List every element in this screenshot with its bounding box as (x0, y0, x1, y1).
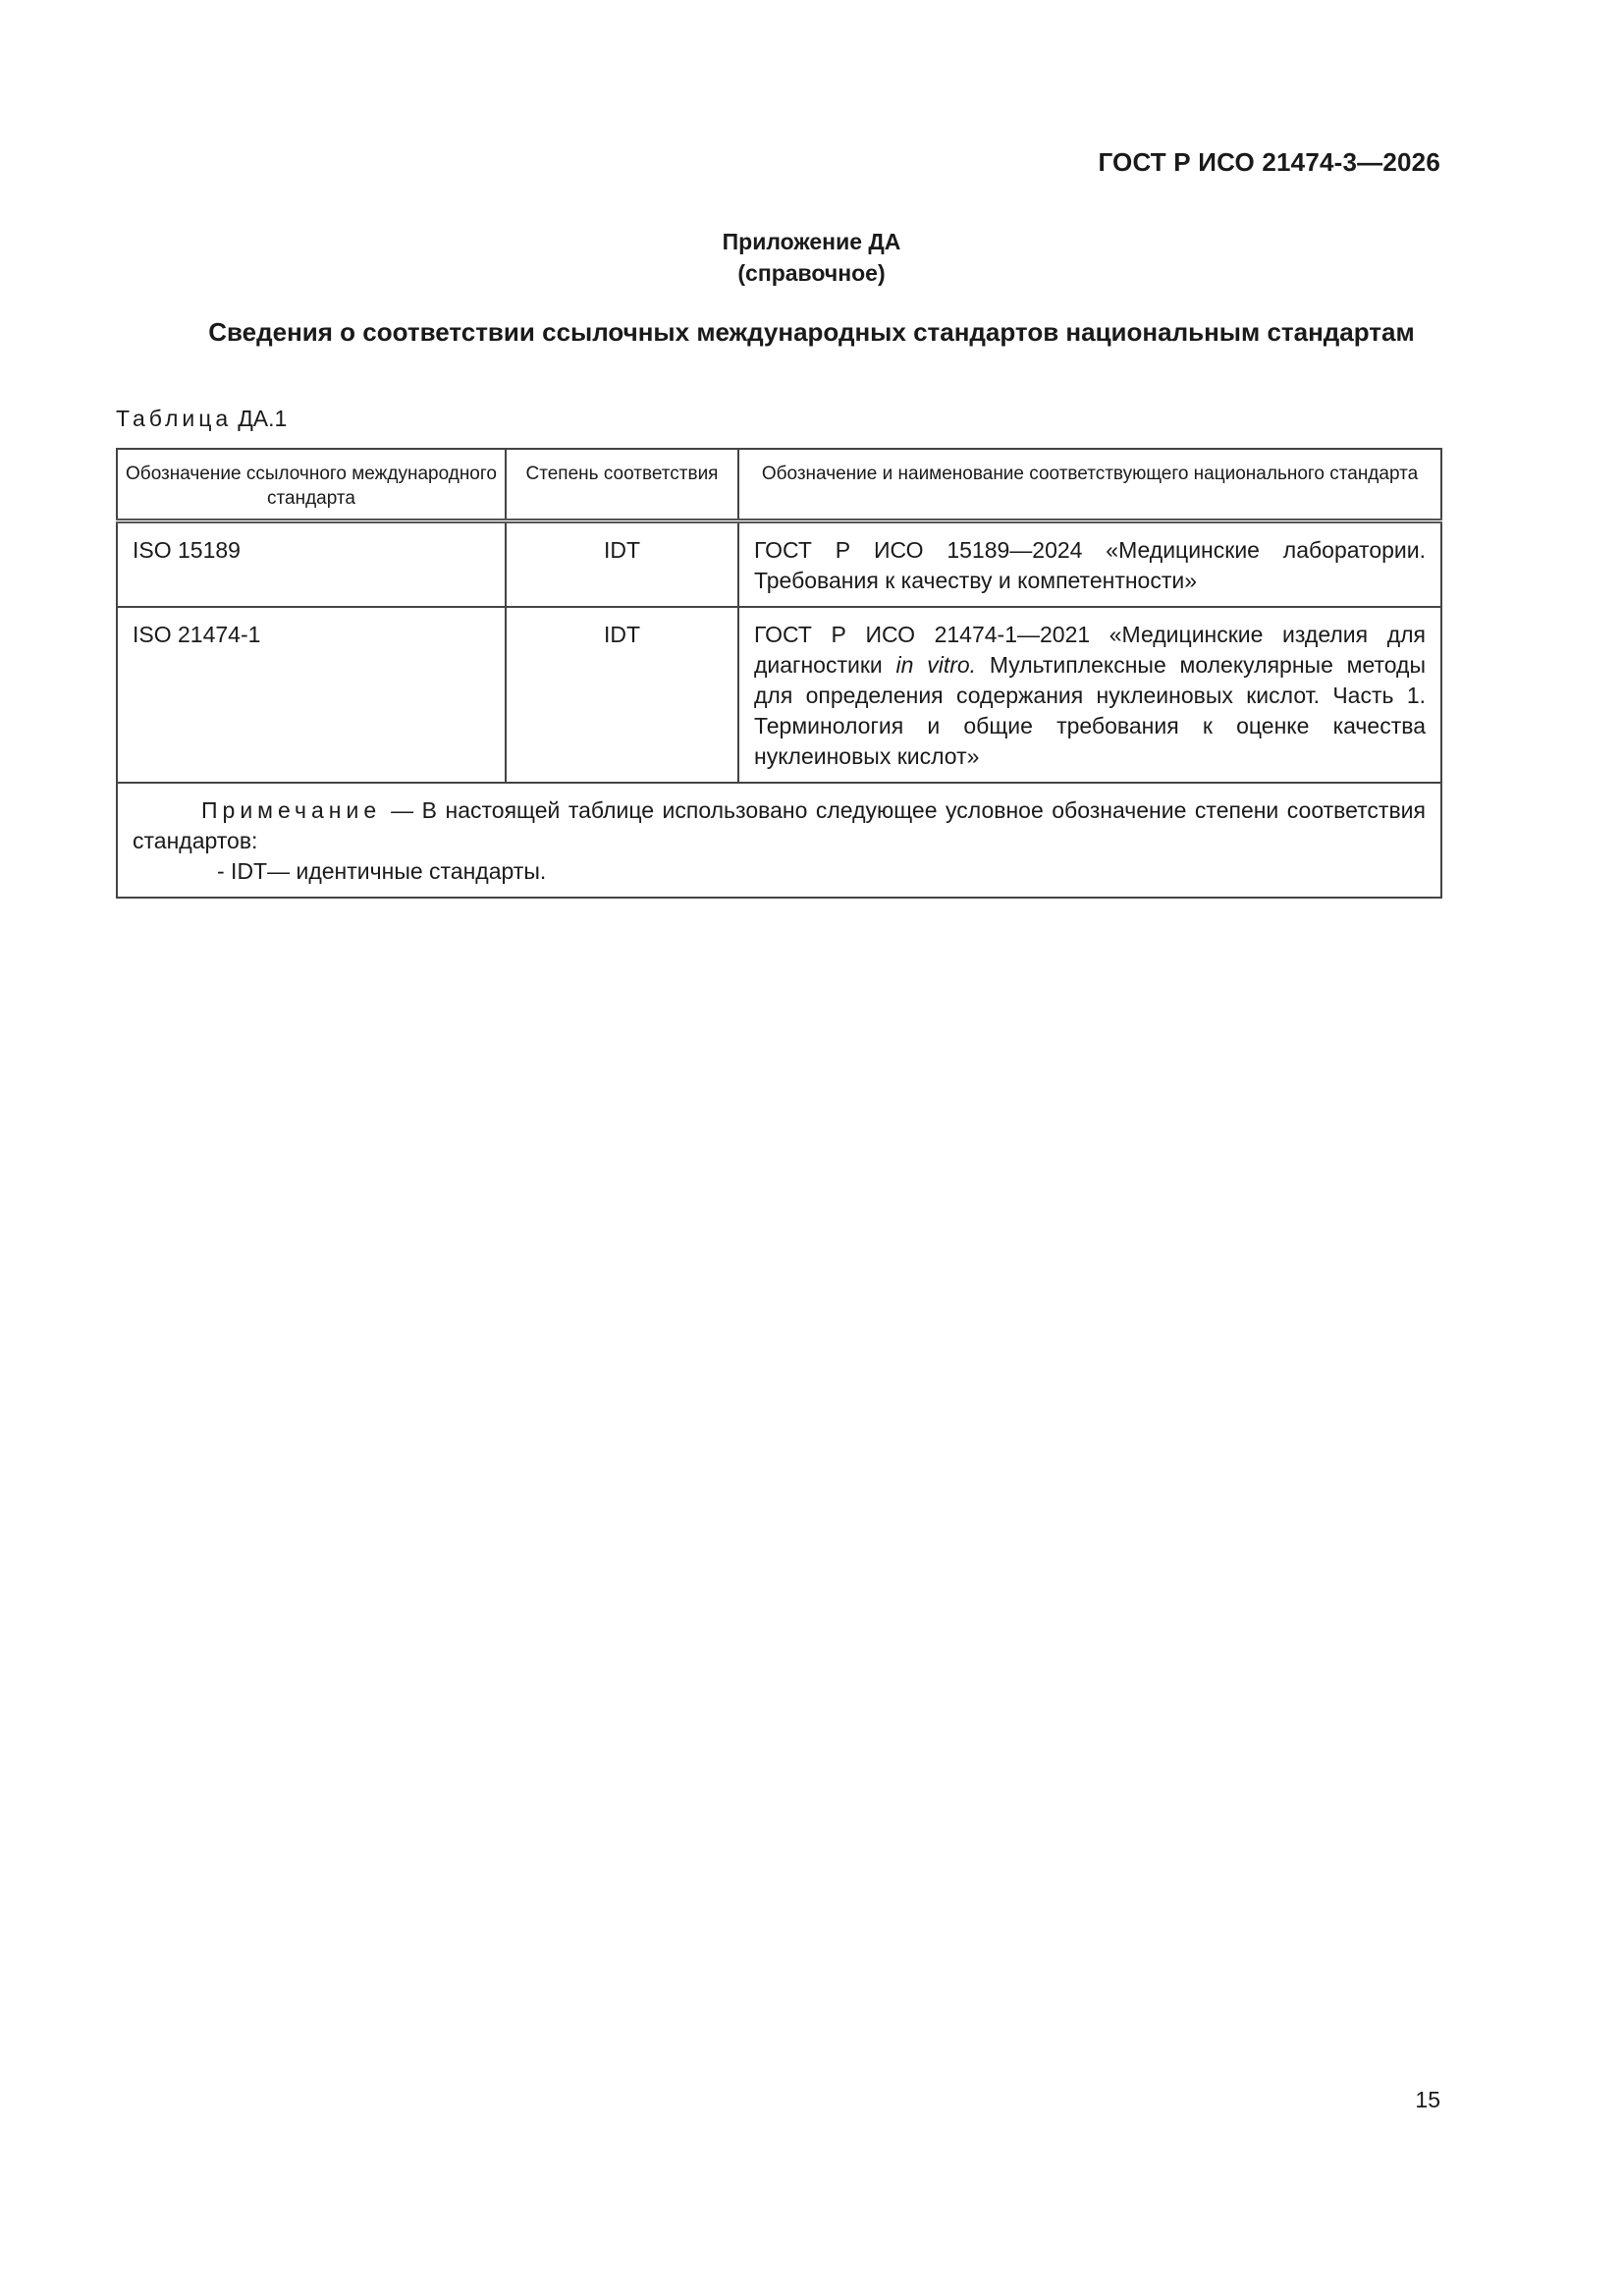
table-caption-number: ДА.1 (238, 406, 288, 431)
note-text: — В настоящей таблице использовано следующее условное обозначение степени соответствия стандартов: (133, 797, 1426, 853)
appendix-title: Приложение ДА (722, 229, 901, 254)
correspondence-table (116, 448, 1442, 899)
cell-national-name (738, 521, 1441, 608)
note-item: - IDT— идентичные стандарты. (217, 858, 547, 884)
appendix-heading (0, 226, 1623, 289)
appendix-type: (справочное) (737, 260, 886, 286)
cell-degree: IDT (506, 607, 738, 783)
table-header-row (117, 449, 1441, 521)
header-international-standard: Обозначение ссылочного международного стандарта (117, 449, 506, 521)
table-note (117, 783, 1441, 898)
national-name-text-cont: Мультиплексные молекулярные методы для определения содержания нуклеиновых кислот. Часть 1. Терминология и общие требования к оценке качества нуклеиновых кислот» (754, 652, 1426, 769)
national-name-italic: in vitro. (895, 652, 977, 678)
cell-degree: IDT (506, 521, 738, 608)
header-national-standard: Обозначение и наименование соответствующего национального стандарта (738, 449, 1441, 521)
table-note-row (117, 783, 1441, 898)
national-name-text: ГОСТ Р ИСО 15189—2024 «Медицинские лаборатории. Требования к качеству и компетентности» (754, 537, 1426, 593)
page-number: 15 (1415, 2087, 1440, 2112)
table-row (117, 607, 1441, 783)
national-name-text: ГОСТ Р ИСО 21474-1—2021 «Медицинские изделия для диагностики (754, 622, 1426, 678)
header-degree: Степень соответствия (506, 449, 738, 521)
cell-code: ISO 21474-1 (117, 607, 506, 783)
cell-national-name (738, 607, 1441, 783)
section-title: Сведения о соответствии ссылочных международных стандартов национальным стандартам (208, 317, 1415, 347)
table-caption (116, 406, 287, 432)
table-caption-label: Таблица (116, 406, 233, 431)
cell-code: ISO 15189 (117, 521, 506, 608)
standard-id: ГОСТ Р ИСО 21474-3—2026 (1098, 147, 1440, 177)
table-row (117, 521, 1441, 608)
note-label: Примечание (201, 797, 382, 823)
